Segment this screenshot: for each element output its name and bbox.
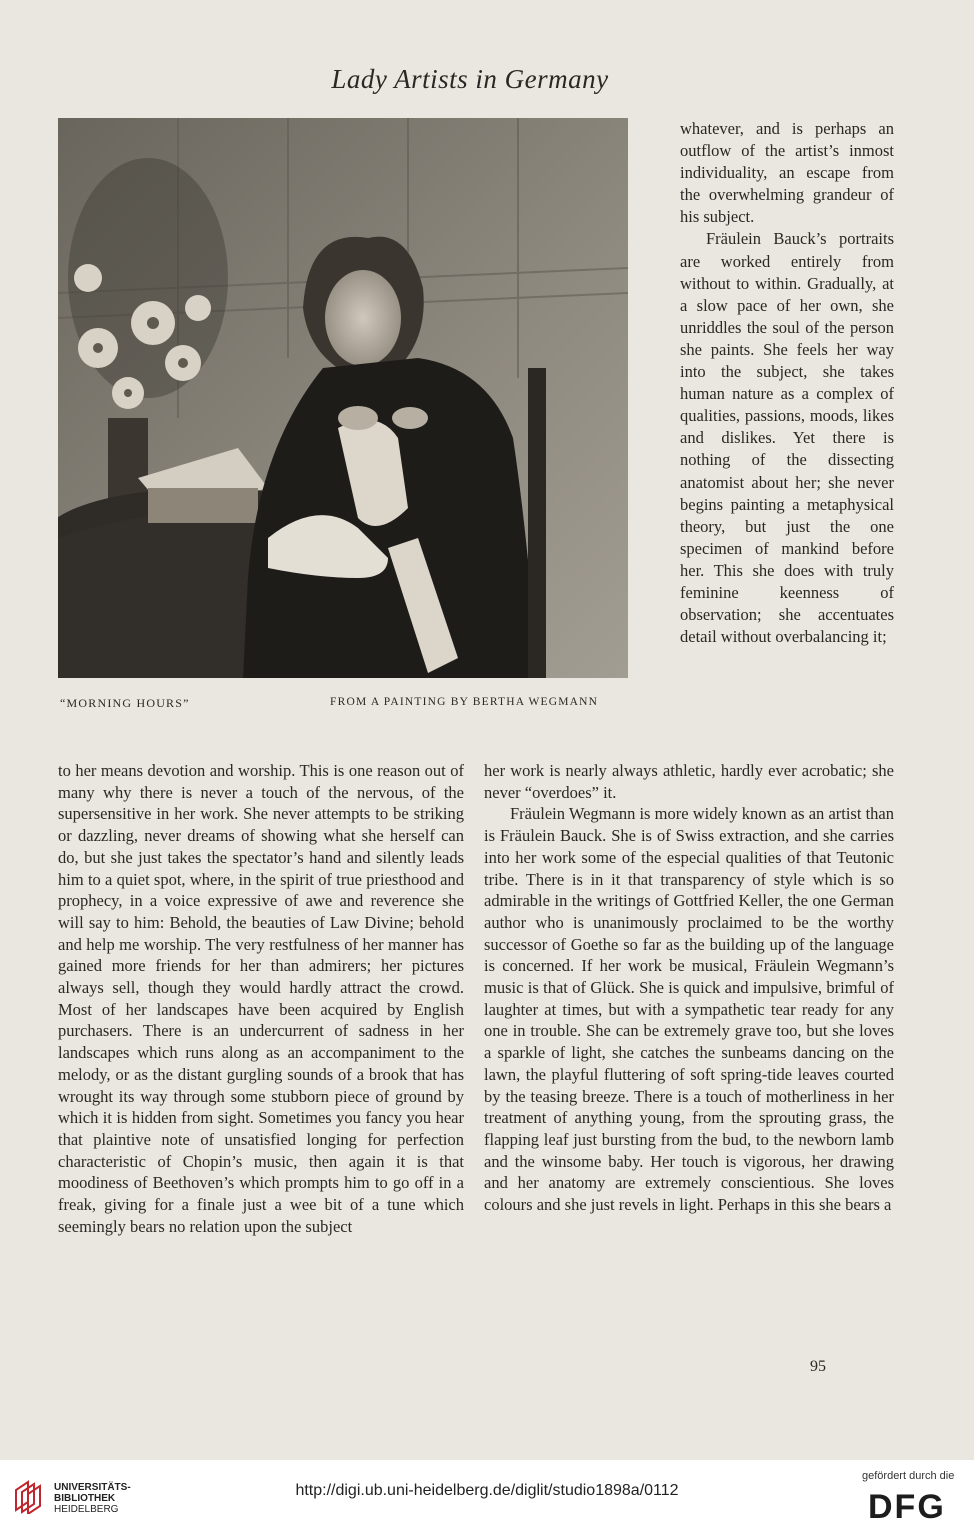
dfg-logo: DFG [868,1488,946,1526]
right-paragraph: Fräulein Wegmann is more widely known as an artist than is Fräulein Bauck. She is of Swiss extraction, and she carries into her work some of the especial qualities of that Teutonic tribe. There is in it that transparency of style which is so admirable in the writings of Gottfried Keller, the one German author who is unanimously proclaimed to be the worthy successor of Goethe so far as the building up of the language is concerned. If her work be musical, Fräulein Wegmann’s music is that of Glück. She is quick and impulsive, brimful of laughter at times, but with a sympathetic tear ready for any one in trouble. She can be extremely grave too, but she loves a sparkle of light, she catches the sunbeams dancing on the lawn, the playful fluttering of soft spring-tide leaves courted by the teasing breeze. There is a touch of motherliness in her treatment of anything young, from the sprouting grass, the flapping leaf just bursting from the bud, to the newborn lamb and the winsome baby. Her touch is vigorous, her drawing and her anatomy are extremely conscientious. She loves colours and she just revels in light. Perhaps in this she bears a [484,804,894,1215]
left-column [58,760,464,1237]
university-library-name: UNIVERSITÄTS- BIBLIOTHEK HEIDELBERG [54,1482,131,1515]
side-paragraph: whatever, and is perhaps an outflow of the artist’s inmost individuality, an escape from the overwhelming grandeur of his subject. [680,119,894,227]
right-paragraph: her work is nearly always athletic, hardly ever acrobatic; she never “overdoes” it. [484,761,894,802]
plate-caption-title: “MORNING HOURS” [60,696,190,710]
running-head: Lady Artists in Germany [331,64,609,94]
source-url-link[interactable]: http://digi.ub.uni-heidelberg.de/diglit/studio1898a/0112 [295,1482,679,1499]
right-column [484,760,894,1216]
page-number: 95 [810,1358,826,1375]
viewer-footer [0,1460,974,1530]
left-paragraph: to her means devotion and worship. This is one reason out of many why there is never a touch of the nervous, of the supersensitive in her work. She never attempts to be striking or dazzling, never dreams of showing what she herself can do, but she just takes the spectator’s hand and silently leads him to a quiet spot, where, in the spirit of true priesthood and prophecy, in a voice expressive of awe and reverence she will say to him: Behold, the beauties of Law Divine; behold and help me worship. The very restfulness of her manner has gained more friends for her than admirers; her pictures always sell, though they would hardly attract the crowd. Most of her landscapes have been acquired by English purchasers. There is an undercurrent of sadness in her landscapes which runs along as an accompaniment to the melody, or as the distant gurgling sounds of a brook that has wrought its way through some stubborn piece of ground by which it is hidden from sight. Sometimes you fancy you hear that plaintive note of unsatisfied longing for perfection characteristic of Chopin’s music, then again it is that moodiness of Beethoven’s which prompts him to go off in a freak, giving for a finale just a wee bit of a tune which seemingly bears no relation upon the subject [58,761,464,1236]
side-paragraph: Fräulein Bauck’s portraits are worked entirely from without to within. Gradually, at a slow pace of her own, she unriddles the soul of the person she paints. She feels her way into the subject, she takes human nature as a complex of qualities, passions, moods, likes and dislikes. Yet there is nothing of the dissecting anatomist about her; she never begins painting a metaphysical theory, but just the one specimen of mankind before her. This she does with truly feminine keenness of observation; she accentuates detail without overbalancing it; [680,229,894,647]
painting-plate [58,118,628,678]
plate-caption-credit: FROM A PAINTING BY BERTHA WEGMANN [330,696,599,708]
side-column [680,118,894,648]
funded-by-label: gefördert durch die [862,1470,955,1482]
painting-image [58,118,628,678]
